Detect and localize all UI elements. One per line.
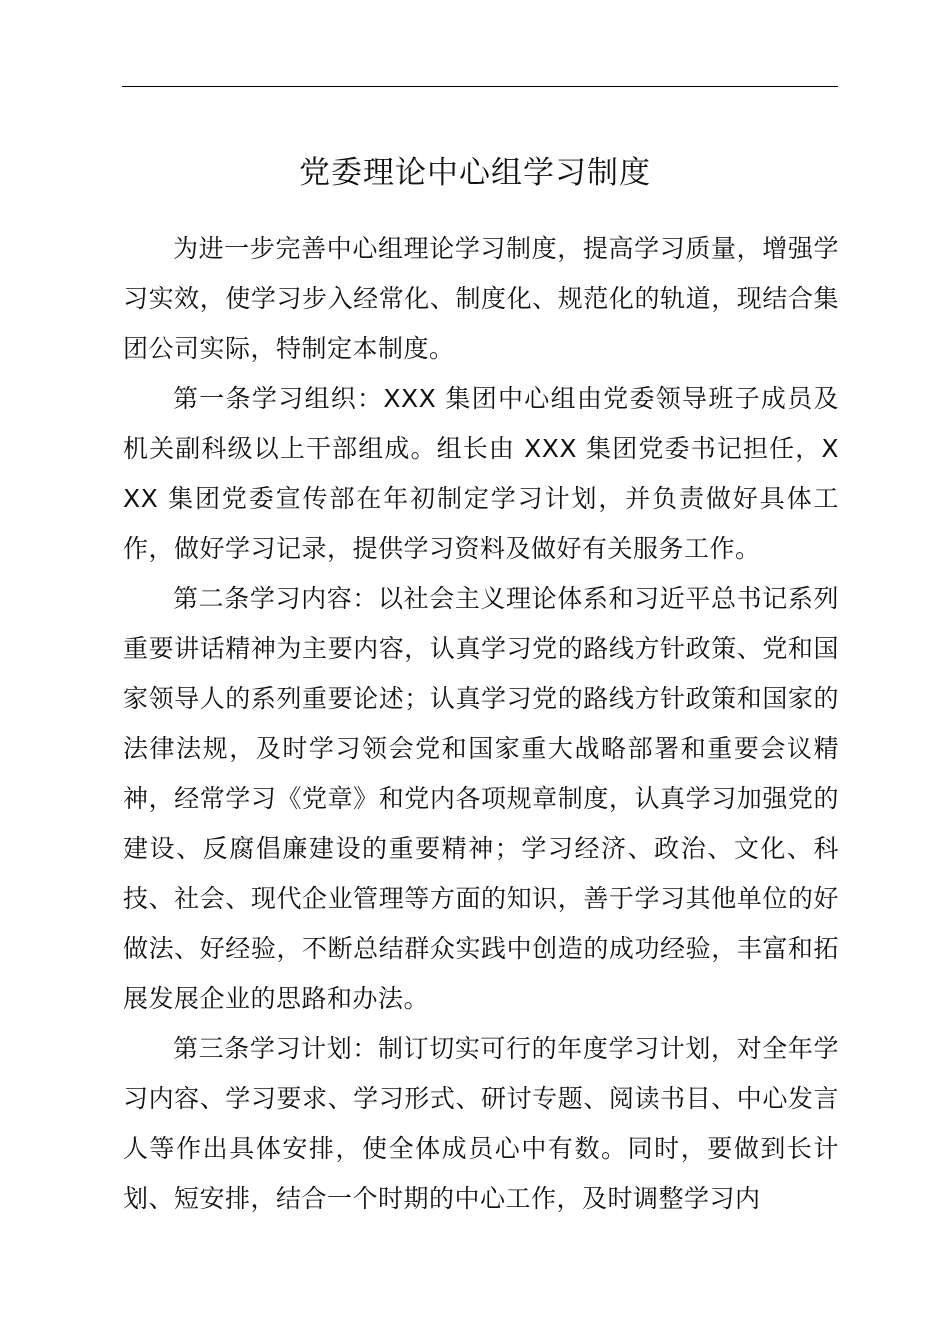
page-title: 党委理论中心组学习制度 [299, 155, 651, 191]
paragraph-intro: 为进一步完善中心组理论学习制度，提高学习质量，增强学习实效，使学习步入经常化、制度化、规范化的轨道，现结合集团公司实际，特制定本制度。 [123, 234, 839, 363]
header-rule [122, 86, 838, 87]
paragraph-article-1: 第一条学习组织：XXX 集团中心组由党委领导班子成员及机关副科级以上干部组成。组长由 XXX 集团党委书记担任，XXX 集团党委宣传部在年初制定学习计划，并负责做好具体工作，做好学习记录，提供学习资料及做好有关服务工作。 [123, 384, 839, 563]
paragraph-article-3: 第三条学习计划：制订切实可行的年度学习计划，对全年学习内容、学习要求、学习形式、研讨专题、阅读书目、中心发言人等作出具体安排，使全体成员心中有数。同时，要做到长计划、短安排，结合一个时期的中心工作，及时调整学习内 [123, 1034, 839, 1213]
paragraph-article-2: 第二条学习内容：以社会主义理论体系和习近平总书记系列重要讲话精神为主要内容，认真学习党的路线方针政策、党和国家领导人的系列重要论述；认真学习党的路线方针政策和国家的法律法规，及时学习领会党和国家重大战略部署和重要会议精神，经常学习《党章》和党内各项规章制度，认真学习加强党的建设、反腐倡廉建设的重要精神；学习经济、政治、文化、科技、社会、现代企业管理等方面的知识，善于学习其他单位的好做法、好经验，不断总结群众实践中创造的成功经验，丰富和拓展发展企业的思路和办法。 [123, 584, 839, 1013]
document-body [123, 224, 839, 1224]
